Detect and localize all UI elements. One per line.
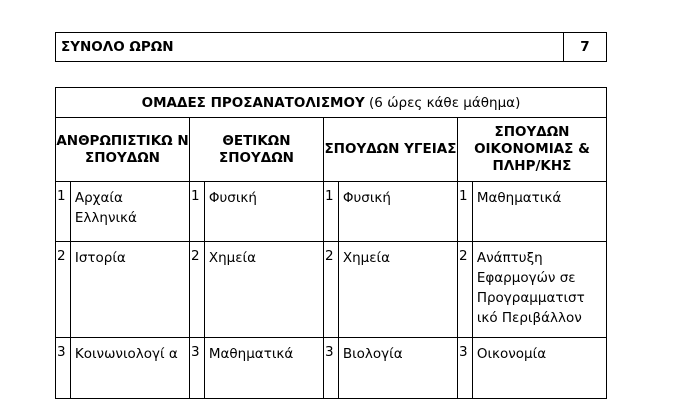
subject-name: Μαθηματικά: [472, 182, 606, 242]
subject-number: 2: [457, 242, 472, 338]
subject-name: Χημεία: [338, 242, 457, 338]
subject-number: 1: [457, 182, 472, 242]
subject-name: Φυσική: [204, 182, 323, 242]
group-header-health: ΣΠΟΥΔΩΝ ΥΓΕΙΑΣ: [323, 118, 457, 182]
subject-name: Ιστορία: [70, 242, 189, 338]
subject-name: Χημεία: [204, 242, 323, 338]
subject-number: 1: [56, 182, 71, 242]
group-header-humanities: ΑΝΘΡΩΠΙΣΤΙΚΩ Ν ΣΠΟΥΔΩΝ: [56, 118, 190, 182]
subject-name: Βιολογία: [338, 338, 457, 399]
subject-number: 2: [56, 242, 71, 338]
total-hours-value: 7: [564, 33, 607, 62]
total-hours-table: [55, 32, 607, 62]
subject-number: 2: [323, 242, 338, 338]
subject-name: Μαθηματικά: [204, 338, 323, 399]
total-hours-row: [56, 33, 607, 62]
subject-number: 1: [189, 182, 204, 242]
subject-name: Κοινωνιολογί α: [70, 338, 189, 399]
subject-name: Ανάπτυξη Εφαρμογών σε Προγραμματιστ ικό Περιβάλλον: [472, 242, 606, 338]
table-title-note: (6 ώρες κάθε μάθημα): [364, 94, 521, 111]
subject-number: 3: [56, 338, 71, 399]
subject-name: Φυσική: [338, 182, 457, 242]
total-hours-label: ΣΥΝΟΛΟ ΩΡΩΝ: [56, 33, 564, 62]
subject-number: 3: [323, 338, 338, 399]
table-row: [56, 182, 607, 242]
group-header-economics: ΣΠΟΥΔΩΝ ΟΙΚΟΝΟΜΙΑΣ & ΠΛΗΡ/ΚΗΣ: [457, 118, 606, 182]
orientation-groups-table: [55, 87, 607, 399]
group-header-row: [56, 118, 607, 182]
subject-number: 1: [323, 182, 338, 242]
group-header-sciences: ΘΕΤΙΚΩΝ ΣΠΟΥΔΩΝ: [189, 118, 323, 182]
table-title-row: [56, 88, 607, 118]
table-title: [56, 88, 607, 118]
table-title-main: ΟΜΑΔΕΣ ΠΡΟΣΑΝΑΤΟΛΙΣΜΟΥ: [141, 94, 365, 111]
subject-number: 3: [457, 338, 472, 399]
table-row: [56, 242, 607, 338]
subject-number: 3: [189, 338, 204, 399]
table-row: [56, 338, 607, 399]
subject-number: 2: [189, 242, 204, 338]
subject-name: Οικονομία: [472, 338, 606, 399]
subject-name: Αρχαία Ελληνικά: [70, 182, 189, 242]
